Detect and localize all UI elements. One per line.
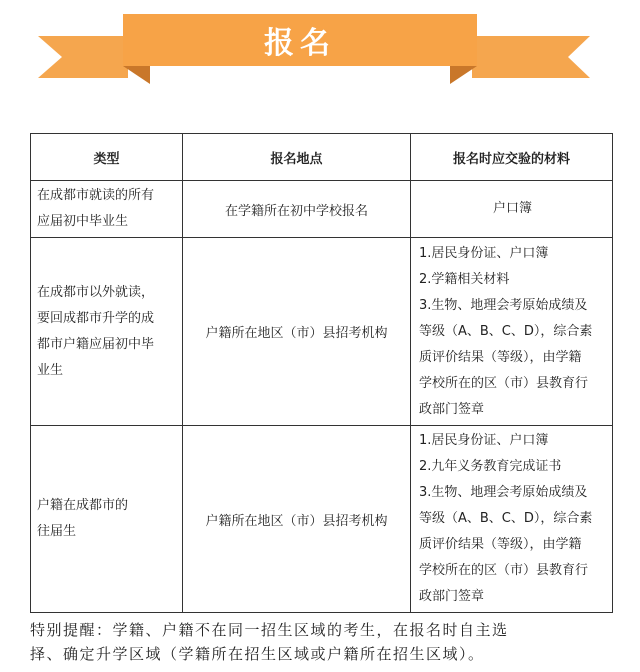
header-materials: 报名时应交验的材料 xyxy=(411,134,613,181)
material-line: 3.生物、地理会考原始成绩及 xyxy=(419,297,588,313)
material-line: 2.九年义务教育完成证书 xyxy=(419,459,562,474)
table-row xyxy=(31,238,613,426)
type-line: 往届生 xyxy=(37,524,77,539)
cell-type xyxy=(31,181,183,238)
material-line: 户口簿 xyxy=(492,201,532,216)
title-banner xyxy=(0,0,640,92)
material-line: 2.学籍相关材料 xyxy=(419,271,510,287)
cell-place: 户籍所在地区（市）县招考机构 xyxy=(183,238,411,426)
material-line: 政部门签章 xyxy=(419,401,485,417)
material-line: 政部门签章 xyxy=(419,589,485,604)
reminder-line: 特别提醒：学籍、户籍不在同一招生区域的考生，在报名时自主选 xyxy=(30,621,509,639)
material-line: 1.居民身份证、户口簿 xyxy=(419,433,549,448)
cell-type xyxy=(31,426,183,613)
table-row xyxy=(31,426,613,613)
special-reminder xyxy=(30,618,630,666)
material-line: 质评价结果（等级），由学籍 xyxy=(419,349,582,365)
type-line: 应届初中毕业生 xyxy=(37,214,129,229)
header-place: 报名地点 xyxy=(183,134,411,181)
material-line: 等级（A、B、C、D），综合素 xyxy=(419,323,593,339)
registration-table xyxy=(30,133,613,613)
material-line: 质评价结果（等级），由学籍 xyxy=(419,537,582,552)
page-title: 报名 xyxy=(264,26,336,61)
type-line: 业生 xyxy=(37,362,64,378)
cell-place: 户籍所在地区（市）县招考机构 xyxy=(183,426,411,613)
material-line: 学校所在的区（市）县教育行 xyxy=(419,563,589,578)
cell-materials xyxy=(411,181,613,238)
cell-type xyxy=(31,238,183,426)
material-line: 学校所在的区（市）县教育行 xyxy=(419,375,589,391)
cell-materials xyxy=(411,238,613,426)
material-line: 等级（A、B、C、D），综合素 xyxy=(419,511,593,526)
cell-materials xyxy=(411,426,613,613)
table-header-row xyxy=(31,134,613,181)
type-line: 户籍在成都市的 xyxy=(37,498,129,513)
type-line: 都市户籍应届初中毕 xyxy=(37,336,155,352)
cell-place: 在学籍所在初中学校报名 xyxy=(183,181,411,238)
type-line: 在成都市以外就读， xyxy=(37,284,155,300)
table-row xyxy=(31,181,613,238)
reminder-line: 择、确定升学区域（学籍所在招生区域或户籍所在招生区域）。 xyxy=(30,645,485,663)
header-type: 类型 xyxy=(31,134,183,181)
type-line: 要回成都市升学的成 xyxy=(37,310,155,326)
material-line: 3.生物、地理会考原始成绩及 xyxy=(419,485,588,500)
material-line: 1.居民身份证、户口簿 xyxy=(419,245,549,261)
type-line: 在成都市就读的所有 xyxy=(37,188,155,203)
